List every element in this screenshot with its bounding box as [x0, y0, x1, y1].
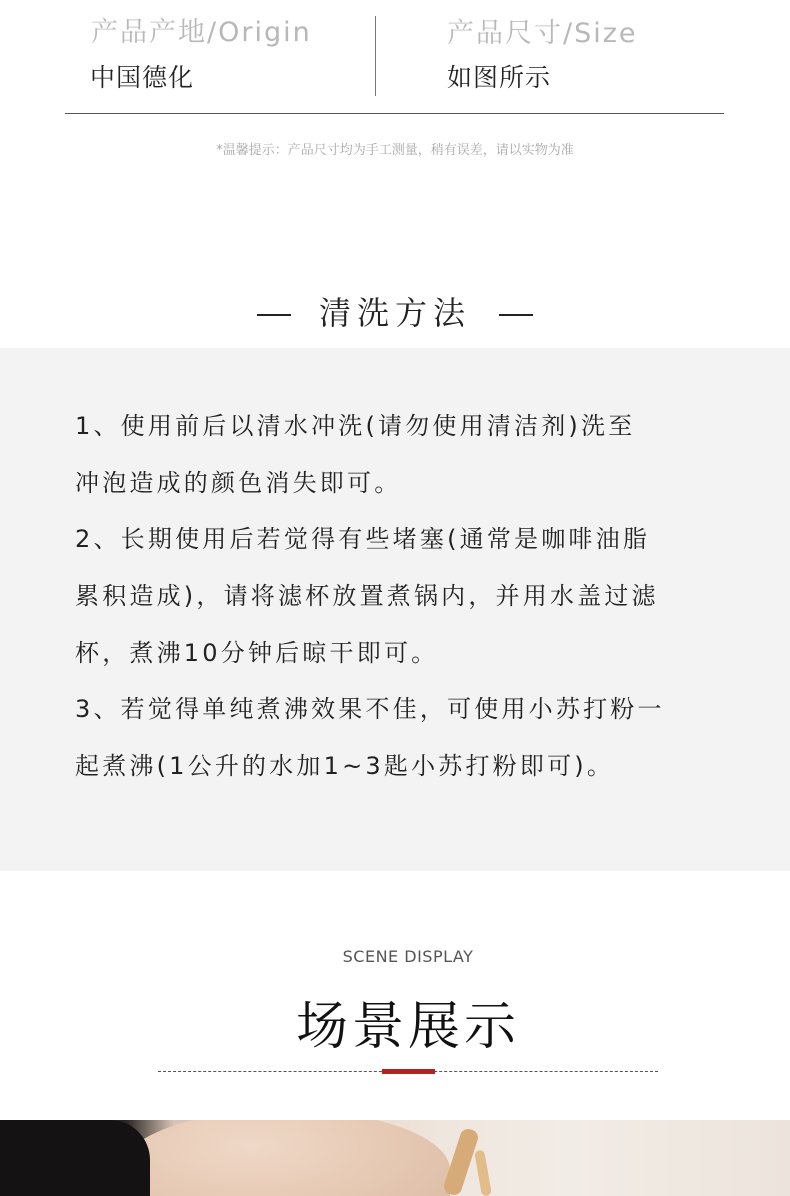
cleaning-line: 1、使用前后以清水冲洗(请勿使用清洁剂)洗至	[75, 412, 636, 440]
size-value: 如图所示	[447, 63, 552, 92]
photo-dried-flower-shape	[474, 1149, 492, 1196]
spec-divider	[375, 16, 376, 96]
heading-dash-right	[499, 314, 533, 316]
spec-bottom-rule	[65, 113, 724, 114]
measurement-note: *温馨提示：产品尺寸均为手工测量，稍有误差，请以实物为准	[216, 143, 574, 158]
origin-value: 中国德化	[90, 63, 195, 92]
photo-arm-shape	[120, 1120, 450, 1196]
cleaning-line: 冲泡造成的颜色消失即可。	[75, 469, 402, 497]
cleaning-line: 3、若觉得单纯煮沸效果不佳，可使用小苏打粉一	[75, 695, 665, 723]
origin-label: 产品产地/Origin	[91, 17, 312, 48]
heading-dash-left	[257, 314, 291, 316]
size-label: 产品尺寸/Size	[447, 18, 638, 49]
scene-title: 场景展示	[295, 997, 520, 1057]
cleaning-line: 起煮沸(1公升的水加1~3匙小苏打粉即可)。	[75, 752, 615, 780]
cleaning-line: 2、长期使用后若觉得有些堵塞(通常是咖啡油脂	[75, 525, 651, 553]
cleaning-heading	[0, 288, 790, 334]
scene-subtitle: SCENE DISPLAY	[342, 947, 474, 966]
scene-accent-bar	[382, 1069, 435, 1074]
cleaning-title: 清洗方法	[318, 294, 471, 332]
scene-photo	[0, 1120, 790, 1196]
cleaning-line: 累积造成)，请将滤杯放置煮锅内，并用水盖过滤	[75, 582, 659, 610]
photo-sleeve-shape	[0, 1120, 150, 1196]
cleaning-line: 杯，煮沸10分钟后晾干即可。	[75, 639, 439, 667]
